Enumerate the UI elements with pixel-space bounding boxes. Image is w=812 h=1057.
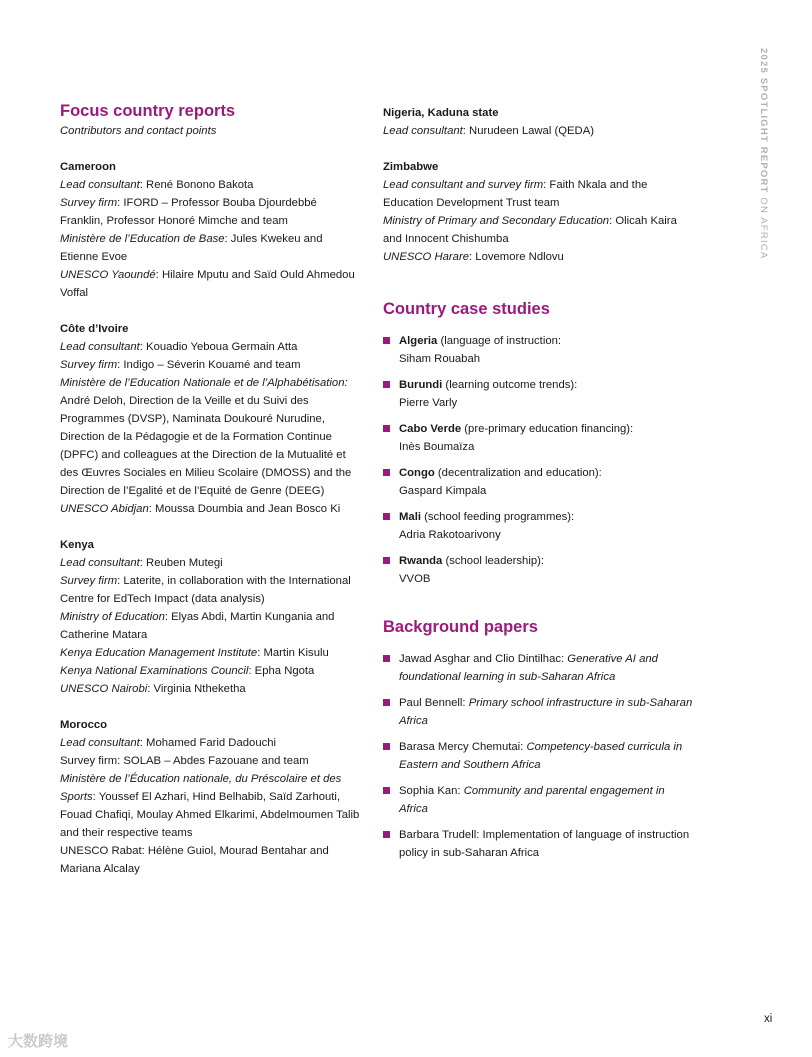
contributor-entry: Ministry of Education: Elyas Abdi, Martin Kungania and Catherine Matara bbox=[60, 611, 335, 641]
country-block-cote-divoire bbox=[60, 320, 360, 518]
country-name: Zimbabwe bbox=[383, 161, 439, 173]
list-item: Paul Bennell: Primary school infrastructure in sub-Saharan Africa bbox=[383, 694, 693, 730]
contributor-entry: Lead consultant: Kouadio Yeboua Germain Atta bbox=[60, 341, 298, 353]
list-item: Cabo Verde (pre-primary education financing): Inès Boumaïza bbox=[383, 420, 693, 456]
list-item: Mali (school feeding programmes): Adria Rakotoarivony bbox=[383, 508, 693, 544]
background-papers-section bbox=[383, 616, 693, 862]
focus-reports-heading: Focus country reports bbox=[60, 102, 236, 120]
country-block-morocco bbox=[60, 716, 360, 878]
country-block-nigeria bbox=[383, 104, 693, 140]
list-item: Sophia Kan: Community and parental engagement in Africa bbox=[383, 782, 693, 818]
list-item: Congo (decentralization and education): Gaspard Kimpala bbox=[383, 464, 693, 500]
list-item: Burundi (learning outcome trends): Pierre Varly bbox=[383, 376, 693, 412]
country-name: Cameroon bbox=[60, 161, 116, 173]
contributor-entry: Survey firm: SOLAB – Abdes Fazouane and team bbox=[60, 755, 309, 767]
country-block-cameroon bbox=[60, 158, 360, 302]
country-block-zimbabwe bbox=[383, 158, 693, 266]
case-studies-heading: Country case studies bbox=[383, 300, 550, 318]
contributor-entry: UNESCO Rabat: Hélène Guiol, Mourad Bentahar and Mariana Alcalay bbox=[60, 845, 329, 875]
page-number: xi bbox=[764, 1013, 773, 1025]
left-column bbox=[60, 100, 360, 896]
case-studies-section bbox=[383, 298, 693, 588]
case-studies-list bbox=[383, 332, 693, 588]
contributor-entry: UNESCO Nairobi: Virginia Ntheketha bbox=[60, 683, 246, 695]
contributor-entry: Survey firm: Laterite, in collaboration with the International Centre for EdTech Impact (data analysis) bbox=[60, 575, 351, 605]
contributor-entry: UNESCO Yaoundé: Hilaire Mputu and Saïd Ould Ahmedou Voffal bbox=[60, 269, 355, 299]
country-name: Morocco bbox=[60, 719, 108, 731]
country-name: Nigeria, Kaduna state bbox=[383, 107, 499, 119]
running-header: 2025 SPOTLIGHT REPORT ON AFRICA bbox=[758, 48, 769, 260]
contributor-entry: Ministère de l’Éducation nationale, du Préscolaire et des Sports: Youssef El Azhari, Hind Belhabib, Saïd Zarhouti, Fouad Chafiqi, Moulay Ahmed Elkarimi, Abdelmoumen Talib and their respective teams bbox=[60, 773, 360, 839]
contributor-entry: Survey firm: Indigo – Séverin Kouamé and team bbox=[60, 359, 301, 371]
contributor-entry: Lead consultant: Reuben Mutegi bbox=[60, 557, 223, 569]
background-papers-list bbox=[383, 650, 693, 862]
list-item: Barbara Trudell: Implementation of language of instruction policy in sub-Saharan Africa bbox=[383, 826, 693, 862]
list-item: Rwanda (school leadership): VVOB bbox=[383, 552, 693, 588]
contributor-entry: Survey firm: IFORD – Professor Bouba Djourdebbé Franklin, Professor Honoré Mimche and team bbox=[60, 197, 317, 227]
contributor-entry: Ministry of Primary and Secondary Education: Olicah Kaira and Innocent Chishumba bbox=[383, 215, 677, 245]
background-papers-heading: Background papers bbox=[383, 618, 538, 636]
country-name: Côte d’Ivoire bbox=[60, 323, 129, 335]
contributor-entry: Ministère de l’Education Nationale et de l’Alphabétisation: André Deloh, Direction de la Veille et du Suivi des Programmes (DVSP), Naminata Doukouré Nurudine, Direction de la Pédagogie et de la Formation Continue (DPFC) and colleagues at the Direction de la Mutualité et des Œuvres Sociales en Milieu Scolaire (DMOSS) and the Direction de l’Egalité et de l’Equité de Genre (DEEG) bbox=[60, 377, 352, 497]
contributor-entry: Ministère de l’Education de Base: Jules Kwekeu and Etienne Evoe bbox=[60, 233, 323, 263]
contributor-entry: UNESCO Harare: Lovemore Ndlovu bbox=[383, 251, 564, 263]
contributor-entry: Kenya Education Management Institute: Martin Kisulu bbox=[60, 647, 329, 659]
list-item: Barasa Mercy Chemutai: Competency-based curricula in Eastern and Southern Africa bbox=[383, 738, 693, 774]
contributor-entry: Lead consultant: René Bonono Bakota bbox=[60, 179, 254, 191]
contributor-entry: Kenya National Examinations Council: Epha Ngota bbox=[60, 665, 315, 677]
country-block-kenya bbox=[60, 536, 360, 698]
country-name: Kenya bbox=[60, 539, 94, 551]
right-column bbox=[383, 100, 693, 870]
contributor-entry: Lead consultant: Mohamed Farid Dadouchi bbox=[60, 737, 277, 749]
contributor-entry: Lead consultant: Nurudeen Lawal (QEDA) bbox=[383, 125, 595, 137]
contributor-entry: Lead consultant and survey firm: Faith Nkala and the Education Development Trust team bbox=[383, 179, 648, 209]
watermark-logo: 大数跨境 bbox=[8, 1033, 69, 1050]
contributor-entry: UNESCO Abidjan: Moussa Doumbia and Jean Bosco Ki bbox=[60, 503, 341, 515]
list-item: Algeria (language of instruction: Siham Rouabah bbox=[383, 332, 693, 368]
list-item: Jawad Asghar and Clio Dintilhac: Generative AI and foundational learning in sub-Saharan Africa bbox=[383, 650, 693, 686]
focus-reports-subtitle: Contributors and contact points bbox=[60, 125, 217, 137]
